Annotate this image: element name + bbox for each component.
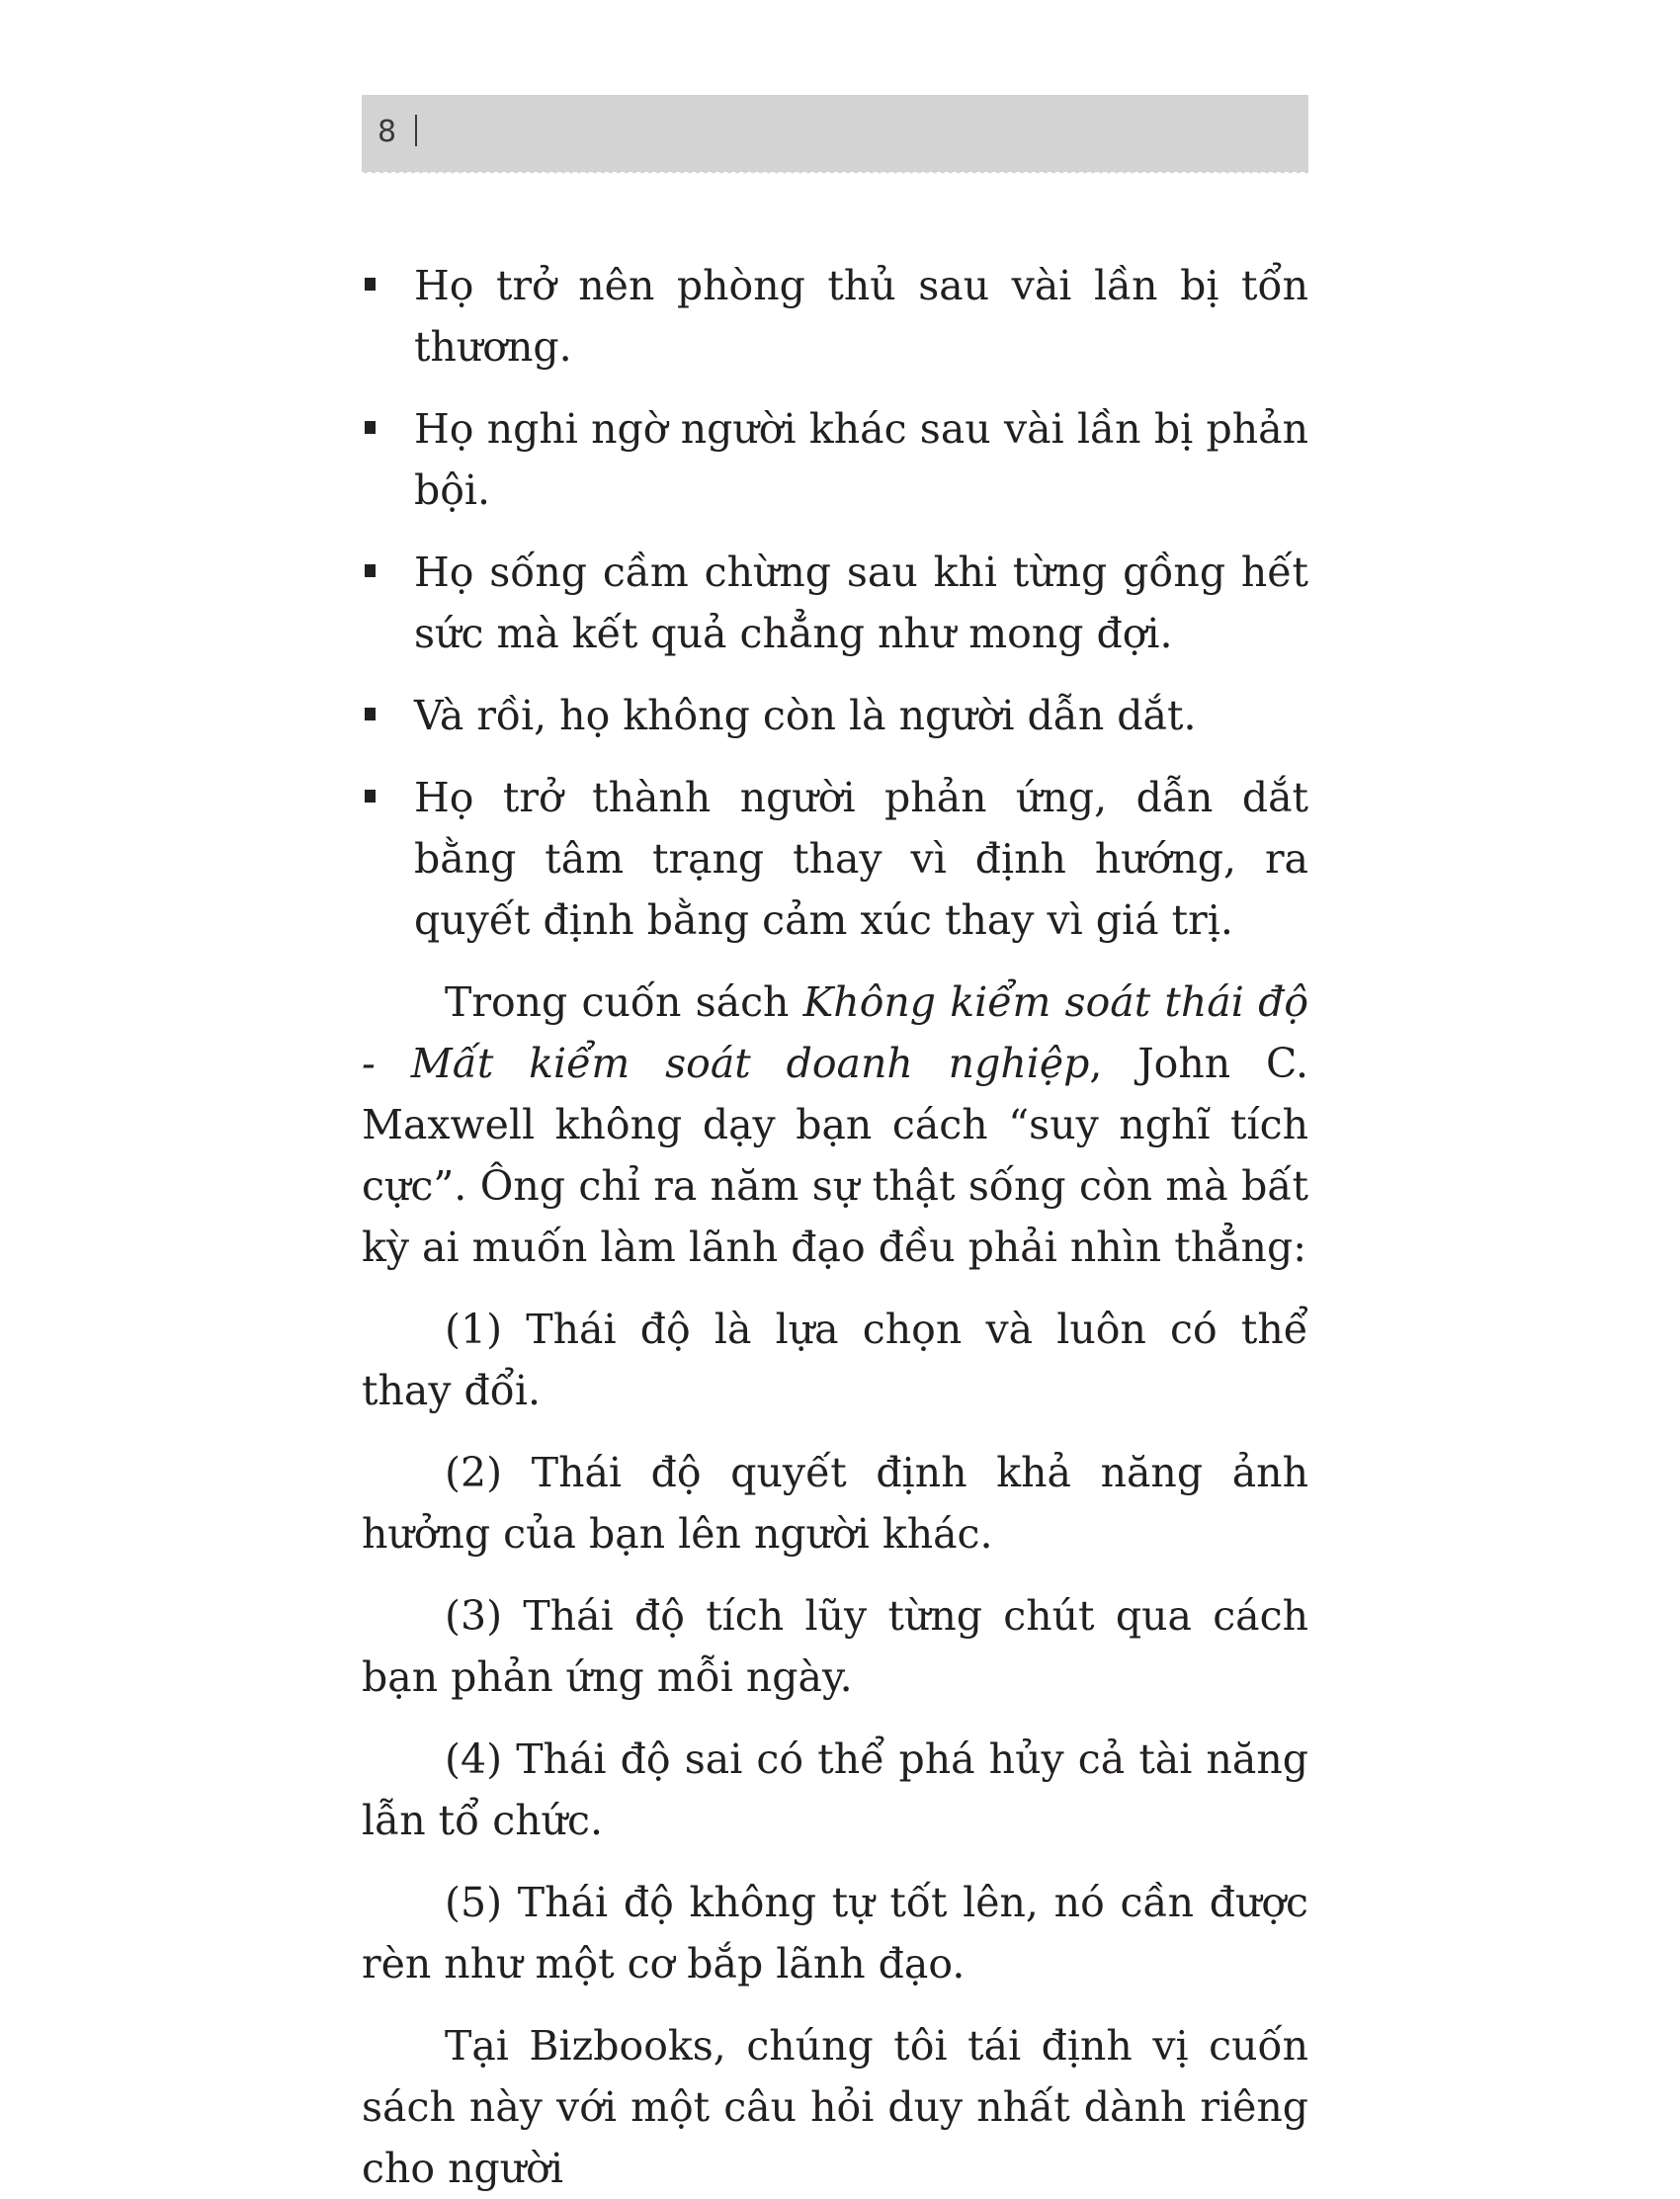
intro-text-before: Trong cuốn sách (445, 978, 803, 1026)
bullet-item (362, 767, 1308, 951)
bullet-item (362, 255, 1308, 378)
book-title: Không kiểm soát thái độ - Mất kiểm soát doanh nghiệp (362, 978, 1309, 1087)
truth-item-5: (5) Thái độ không tự tốt lên, nó cần được rèn như một cơ bắp lãnh đạo. (362, 1879, 1308, 1988)
bullet-item (362, 398, 1308, 521)
page-header-bar (362, 95, 1308, 172)
bullet-list (362, 255, 1308, 951)
bullet-text: Họ nghi ngờ người khác sau vài lần bị phản bội. (414, 405, 1308, 514)
page-number-separator (415, 115, 417, 146)
bullet-text: Và rồi, họ không còn là người dẫn dắt. (414, 692, 1197, 739)
bullet-item (362, 542, 1308, 664)
page-number: 8 (378, 115, 397, 149)
closing-paragraph: Tại Bizbooks, chúng tôi tái định vị cuốn sách này với một câu hỏi duy nhất dành riêng cho người (362, 2022, 1308, 2192)
truth-item-2: (2) Thái độ quyết định khả năng ảnh hưởng của bạn lên người khác. (362, 1449, 1308, 1558)
bullet-text: Họ trở thành người phản ứng, dẫn dắt bằng tâm trạng thay vì định hướng, ra quyết định bằng cảm xúc thay vì giá trị. (414, 774, 1308, 944)
bullet-text: Họ sống cầm chừng sau khi từng gồng hết sức mà kết quả chẳng như mong đợi. (414, 549, 1308, 657)
bullet-item (362, 685, 1308, 746)
square-bullet-icon (365, 708, 376, 720)
intro-paragraph (362, 972, 1308, 1278)
bullet-text: Họ trở nên phòng thủ sau vài lần bị tổn thương. (414, 262, 1308, 371)
square-bullet-icon (365, 421, 376, 434)
truth-item-1: (1) Thái độ là lựa chọn và luôn có thể thay đổi. (362, 1306, 1308, 1414)
square-bullet-icon (365, 790, 376, 803)
truth-item-3: (3) Thái độ tích lũy từng chút qua cách bạn phản ứng mỗi ngày. (362, 1592, 1308, 1701)
square-bullet-icon (365, 278, 376, 291)
square-bullet-icon (365, 564, 376, 577)
intro-text-after: , John C. Maxwell không dạy bạn cách “suy nghĩ tích cực”. Ông chỉ ra năm sự thật sống còn mà bất kỳ ai muốn làm lãnh đạo đều phải nhìn thẳng: (362, 1040, 1308, 1271)
truth-item-4: (4) Thái độ sai có thể phá hủy cả tài năng lẫn tổ chức. (362, 1735, 1308, 1844)
page-body (362, 255, 1308, 2199)
